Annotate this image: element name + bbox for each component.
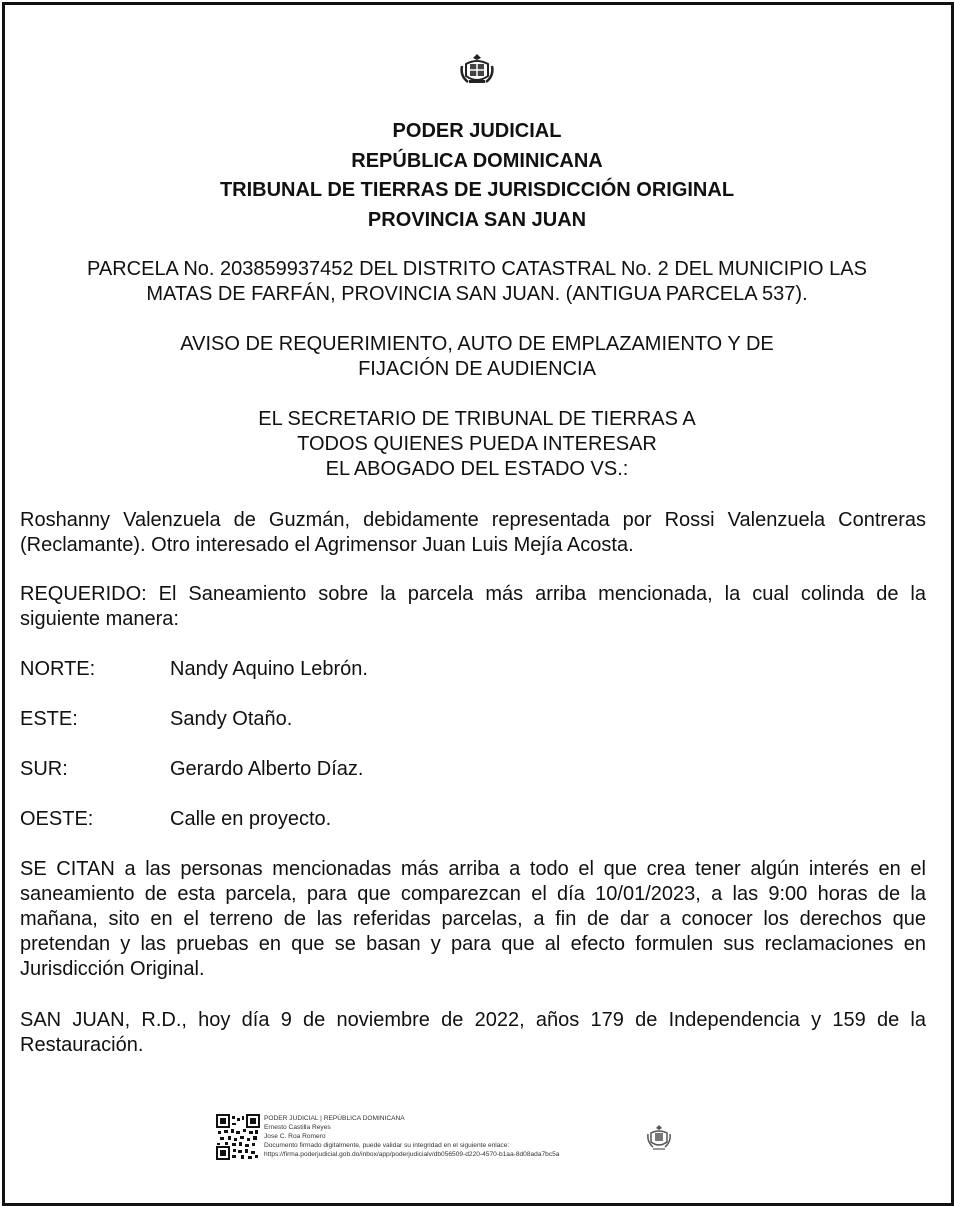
signature-line-1: PODER JUDICIAL | REPÚBLICA DOMINICANA (264, 1115, 405, 1122)
boundary-owner: Nandy Aquino Lebrón. (170, 658, 368, 680)
boundary-direction: SUR: (20, 758, 68, 780)
boundary-north (20, 657, 368, 682)
header-line-3: TRIBUNAL DE TIERRAS DE JURISDICCIÓN ORIGINAL (219, 179, 735, 201)
citation-paragraph: SE CITAN a las personas mencionadas más arriba a todo el que crea tener algún interés en el saneamiento de esta parcela, para que comparezcan el día 10/01/2023, a las 9:00 horas de la mañana, sito en el terreno de las referidas parcelas, a fin de dar a conocer los derechos que pretendan y las pruebas en que se basan y para que al efecto formulen sus reclamaciones en Jurisdicción Original. (20, 858, 926, 980)
signature-line-2: Ernesto Castilla Reyes (264, 1124, 331, 1131)
aviso-line-2: FIJACIÓN DE AUDIENCIA (358, 358, 596, 380)
secretario-line-2: TODOS QUIENES PUEDA INTERESAR (297, 433, 657, 455)
coat-of-arms-seal (458, 52, 496, 86)
boundary-direction: NORTE: (20, 658, 96, 680)
parcela-description (0, 257, 954, 307)
parcela-line-2: MATAS DE FARFÁN, PROVINCIA SAN JUAN. (ANTIGUA PARCELA 537). (146, 283, 808, 305)
header-line-2: REPÚBLICA DOMINICANA (351, 149, 603, 172)
boundary-west (20, 807, 331, 832)
closing-paragraph: SAN JUAN, R.D., hoy día 9 de noviembre de 2022, años 179 de Independencia y 159 de la Restauración. (20, 1009, 926, 1056)
small-coat-of-arms-seal (646, 1124, 672, 1154)
boundary-east (20, 707, 292, 732)
header-line-1: PODER JUDICIAL (392, 120, 562, 142)
boundary-owner: Gerardo Alberto Díaz. (170, 758, 364, 780)
parties-paragraph: Roshanny Valenzuela de Guzmán, debidamente representada por Rossi Valenzuela Contreras (Reclamante). Otro interesado el Agrimensor Juan Luis Mejía Acosta. (20, 509, 926, 556)
boundary-owner: Calle en proyecto. (170, 808, 332, 830)
boundary-owner: Sandy Otaño. (170, 708, 293, 730)
qr-code-icon[interactable] (216, 1114, 260, 1160)
boundary-direction: OESTE: (20, 808, 94, 830)
aviso-line-1: AVISO DE REQUERIMIENTO, AUTO DE EMPLAZAMIENTO Y DE (180, 333, 774, 355)
secretario-line-1: EL SECRETARIO DE TRIBUNAL DE TIERRAS A (258, 408, 696, 430)
signature-text (264, 1114, 559, 1159)
signature-line-4: Documento firmado digitalmente, puede validar su integridad en el siguiente enlace: (264, 1142, 510, 1149)
signature-link[interactable]: https://firma.poderjudicial.gob.do/inbox/app/poderjudicialv/db056509-d220-4570-b1aa-8d08ada7bc5a (264, 1151, 560, 1158)
requerido-paragraph: REQUERIDO: El Saneamiento sobre la parcela más arriba mencionada, la cual colinda de la siguiente manera: (20, 583, 926, 630)
signature-line-3: Jose C. Roa Romero (264, 1133, 326, 1140)
header-line-4: PROVINCIA SAN JUAN (367, 208, 587, 231)
secretario-line-3: EL ABOGADO DEL ESTADO VS.: (325, 458, 629, 480)
digital-signature-block (216, 1114, 636, 1164)
secretario-block (0, 407, 954, 482)
boundary-south (20, 757, 363, 782)
parcela-line-1: PARCELA No. 203859937452 DEL DISTRITO CATASTRAL No. 2 DEL MUNICIPIO LAS (87, 258, 867, 280)
document-header (0, 117, 954, 235)
aviso-title (0, 332, 954, 382)
boundary-direction: ESTE: (20, 708, 78, 730)
